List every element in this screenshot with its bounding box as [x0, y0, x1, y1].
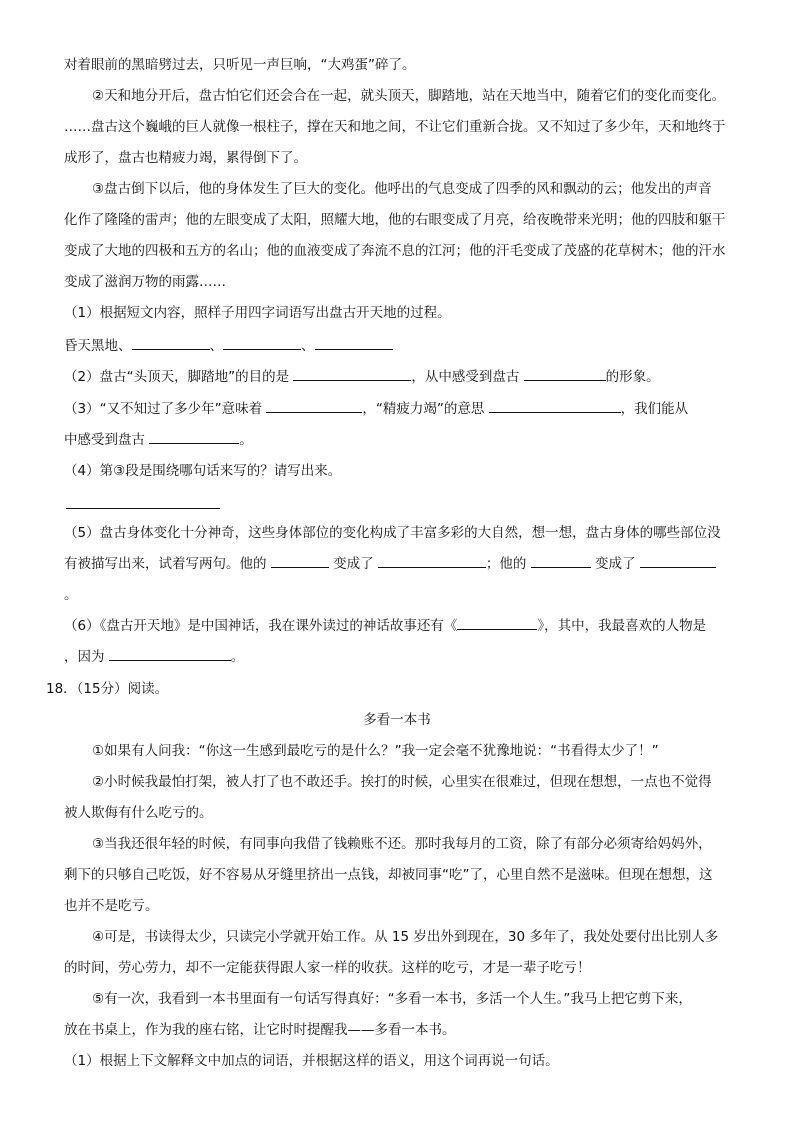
- answer-blank[interactable]: [457, 617, 537, 630]
- answer-blank[interactable]: [489, 400, 621, 413]
- article-line: 剩下的只够自己吃饭，好不容易从牙缝里挤出一点钱，却被同事“吃”了，心里自然不是滋味。但现在想想，这: [64, 867, 713, 883]
- answer-blank[interactable]: [640, 555, 716, 568]
- article-line: 放在书桌上，作为我的座右铭，让它时时提醒我——多看一本书。: [64, 1022, 456, 1038]
- passage-line: 变成了大地的四极和五方的名山；他的血液变成了奔流不息的江河；他的汗毛变成了茂盛的花草树木；他的汗水: [64, 243, 726, 259]
- question-5-end: 。: [64, 587, 78, 603]
- question-18-sub1: （1）根据上下文解释文中加点的词语，并根据这样的语义，用这个词再说一句话。: [64, 1053, 559, 1069]
- question-3-text: （3）“又不知过了多少年”意味着: [64, 401, 263, 417]
- question-2-text: （2）盘古“头顶天，脚踏地”的目的是: [64, 369, 290, 385]
- question-3-line1: [64, 400, 688, 418]
- passage-line: ③盘古倒下以后，他的身体发生了巨大的变化。他呼出的气息变成了四季的风和飘动的云；他发出的声音: [92, 181, 712, 197]
- question-6-text: 》，其中，我最喜欢的人物是: [537, 618, 707, 634]
- separator: 、: [209, 338, 223, 354]
- answer-blank[interactable]: [266, 400, 362, 413]
- question-3-line2: [64, 431, 253, 449]
- article-title: 多看一本书: [363, 712, 431, 728]
- article-line: ④可是，书读得太少，只读完小学就开始工作。从 15 岁出外到现在，30 多年了，我处处要付出比别人多: [92, 929, 719, 945]
- question-6-line1: [64, 617, 706, 635]
- answer-blank[interactable]: [109, 648, 231, 661]
- answer-blank[interactable]: [149, 431, 239, 444]
- passage-line: 成形了，盘古也精疲力竭，累得倒下了。: [64, 150, 307, 166]
- question-2-text: 的形象。: [605, 369, 660, 385]
- answer-blank[interactable]: [315, 337, 393, 350]
- question-5-answer-row: [64, 555, 716, 573]
- question-1-answer-row: [64, 337, 393, 355]
- passage-line: ……盘古这个巍峨的巨人就像一根柱子，撑在天和地之间，不让它们重新合拢。又不知过了多少年，天和地终于: [64, 119, 726, 135]
- article-line: ②小时候我最怕打架，被人打了也不敢还手。挨打的时候，心里实在很难过，但现在想想，一点也不觉得: [92, 774, 712, 790]
- article-line: 的时间，劳心劳力，却不一定能获得跟人家一样的收获。这样的吃亏，才是一辈子吃亏！: [64, 960, 591, 976]
- question-5-text: 变成了: [594, 556, 636, 572]
- question-2-text: ，从中感受到盘古: [411, 369, 520, 385]
- passage-line: 对着眼前的黑暗劈过去，只听见一声巨响，“大鸡蛋”碎了。: [64, 57, 416, 73]
- question-2: [64, 368, 660, 386]
- answer-blank[interactable]: [271, 555, 329, 568]
- question-4-text: （4）第③段是围绕哪句话来写的？请写出来。: [64, 463, 342, 479]
- question-3-text: 。: [239, 432, 253, 448]
- question-6-text: ，因为: [64, 649, 105, 665]
- question-5-text: （5）盘古身体变化十分神奇，这些身体部位的变化构成了丰富多彩的大自然，想一想，盘古身体的哪些部位没: [64, 525, 721, 541]
- question-3-text: ，“精疲力竭”的意思: [362, 401, 485, 417]
- separator: 、: [301, 338, 315, 354]
- question-3-text: ，我们能从: [620, 401, 689, 417]
- question-6-text: 。: [230, 649, 245, 665]
- answer-blank[interactable]: [378, 555, 486, 568]
- question-5-text: 变成了: [333, 556, 374, 572]
- answer-blank[interactable]: [293, 368, 411, 381]
- article-line: ⑤有一次，我看到一本书里面有一句话写得真好：“多看一本书，多活一个人生。”我马上把它剪下来，: [92, 991, 692, 1007]
- passage-line: ②天和地分开后，盘古怕它们还会合在一起，就头顶天，脚踏地，站在天地当中，随着它们的变化而变化。: [92, 88, 726, 104]
- question-6-line2: [64, 648, 244, 666]
- answer-blank[interactable]: [223, 337, 301, 350]
- passage-line: 化作了隆隆的雷声；他的左眼变成了太阳，照耀大地，他的右眼变成了月亮，给夜晚带来光明；他的四肢和躯干: [64, 212, 726, 228]
- article-line: ③当我还很年轻的时候，有同事向我借了钱赖账不还。那时我每月的工资，除了有部分必须寄给妈妈外，: [92, 836, 712, 852]
- answer-blank[interactable]: [531, 555, 591, 568]
- question-5-text: ；他的: [485, 556, 527, 572]
- article-line: 被人欺侮有什么吃亏的。: [64, 805, 213, 821]
- answer-blank[interactable]: [524, 368, 606, 381]
- article-line: 也并不是吃亏。: [64, 898, 159, 914]
- answer-line[interactable]: [66, 508, 220, 509]
- question-1-text: （1）根据短文内容，照样子用四字词语写出盘古开天地的过程。: [64, 305, 451, 321]
- question-18-header: 18．（15分）阅读。: [46, 681, 169, 697]
- question-5-text: 有被描写出来，试着写两句。他的: [64, 556, 267, 572]
- question-3-text: 中感受到盘古: [64, 432, 145, 448]
- passage-line: 变成了滋润万物的雨露……: [64, 274, 226, 290]
- article-line: ①如果有人问我：“你这一生感到最吃亏的是什么？”我一定会毫不犹豫地说：“书看得太少了！”: [92, 743, 659, 759]
- question-6-text: （6）《盘古开天地》是中国神话，我在课外读过的神话故事还有《: [64, 618, 458, 634]
- answer-blank[interactable]: [132, 337, 210, 350]
- question-1-example: 昏天黑地、: [64, 338, 132, 354]
